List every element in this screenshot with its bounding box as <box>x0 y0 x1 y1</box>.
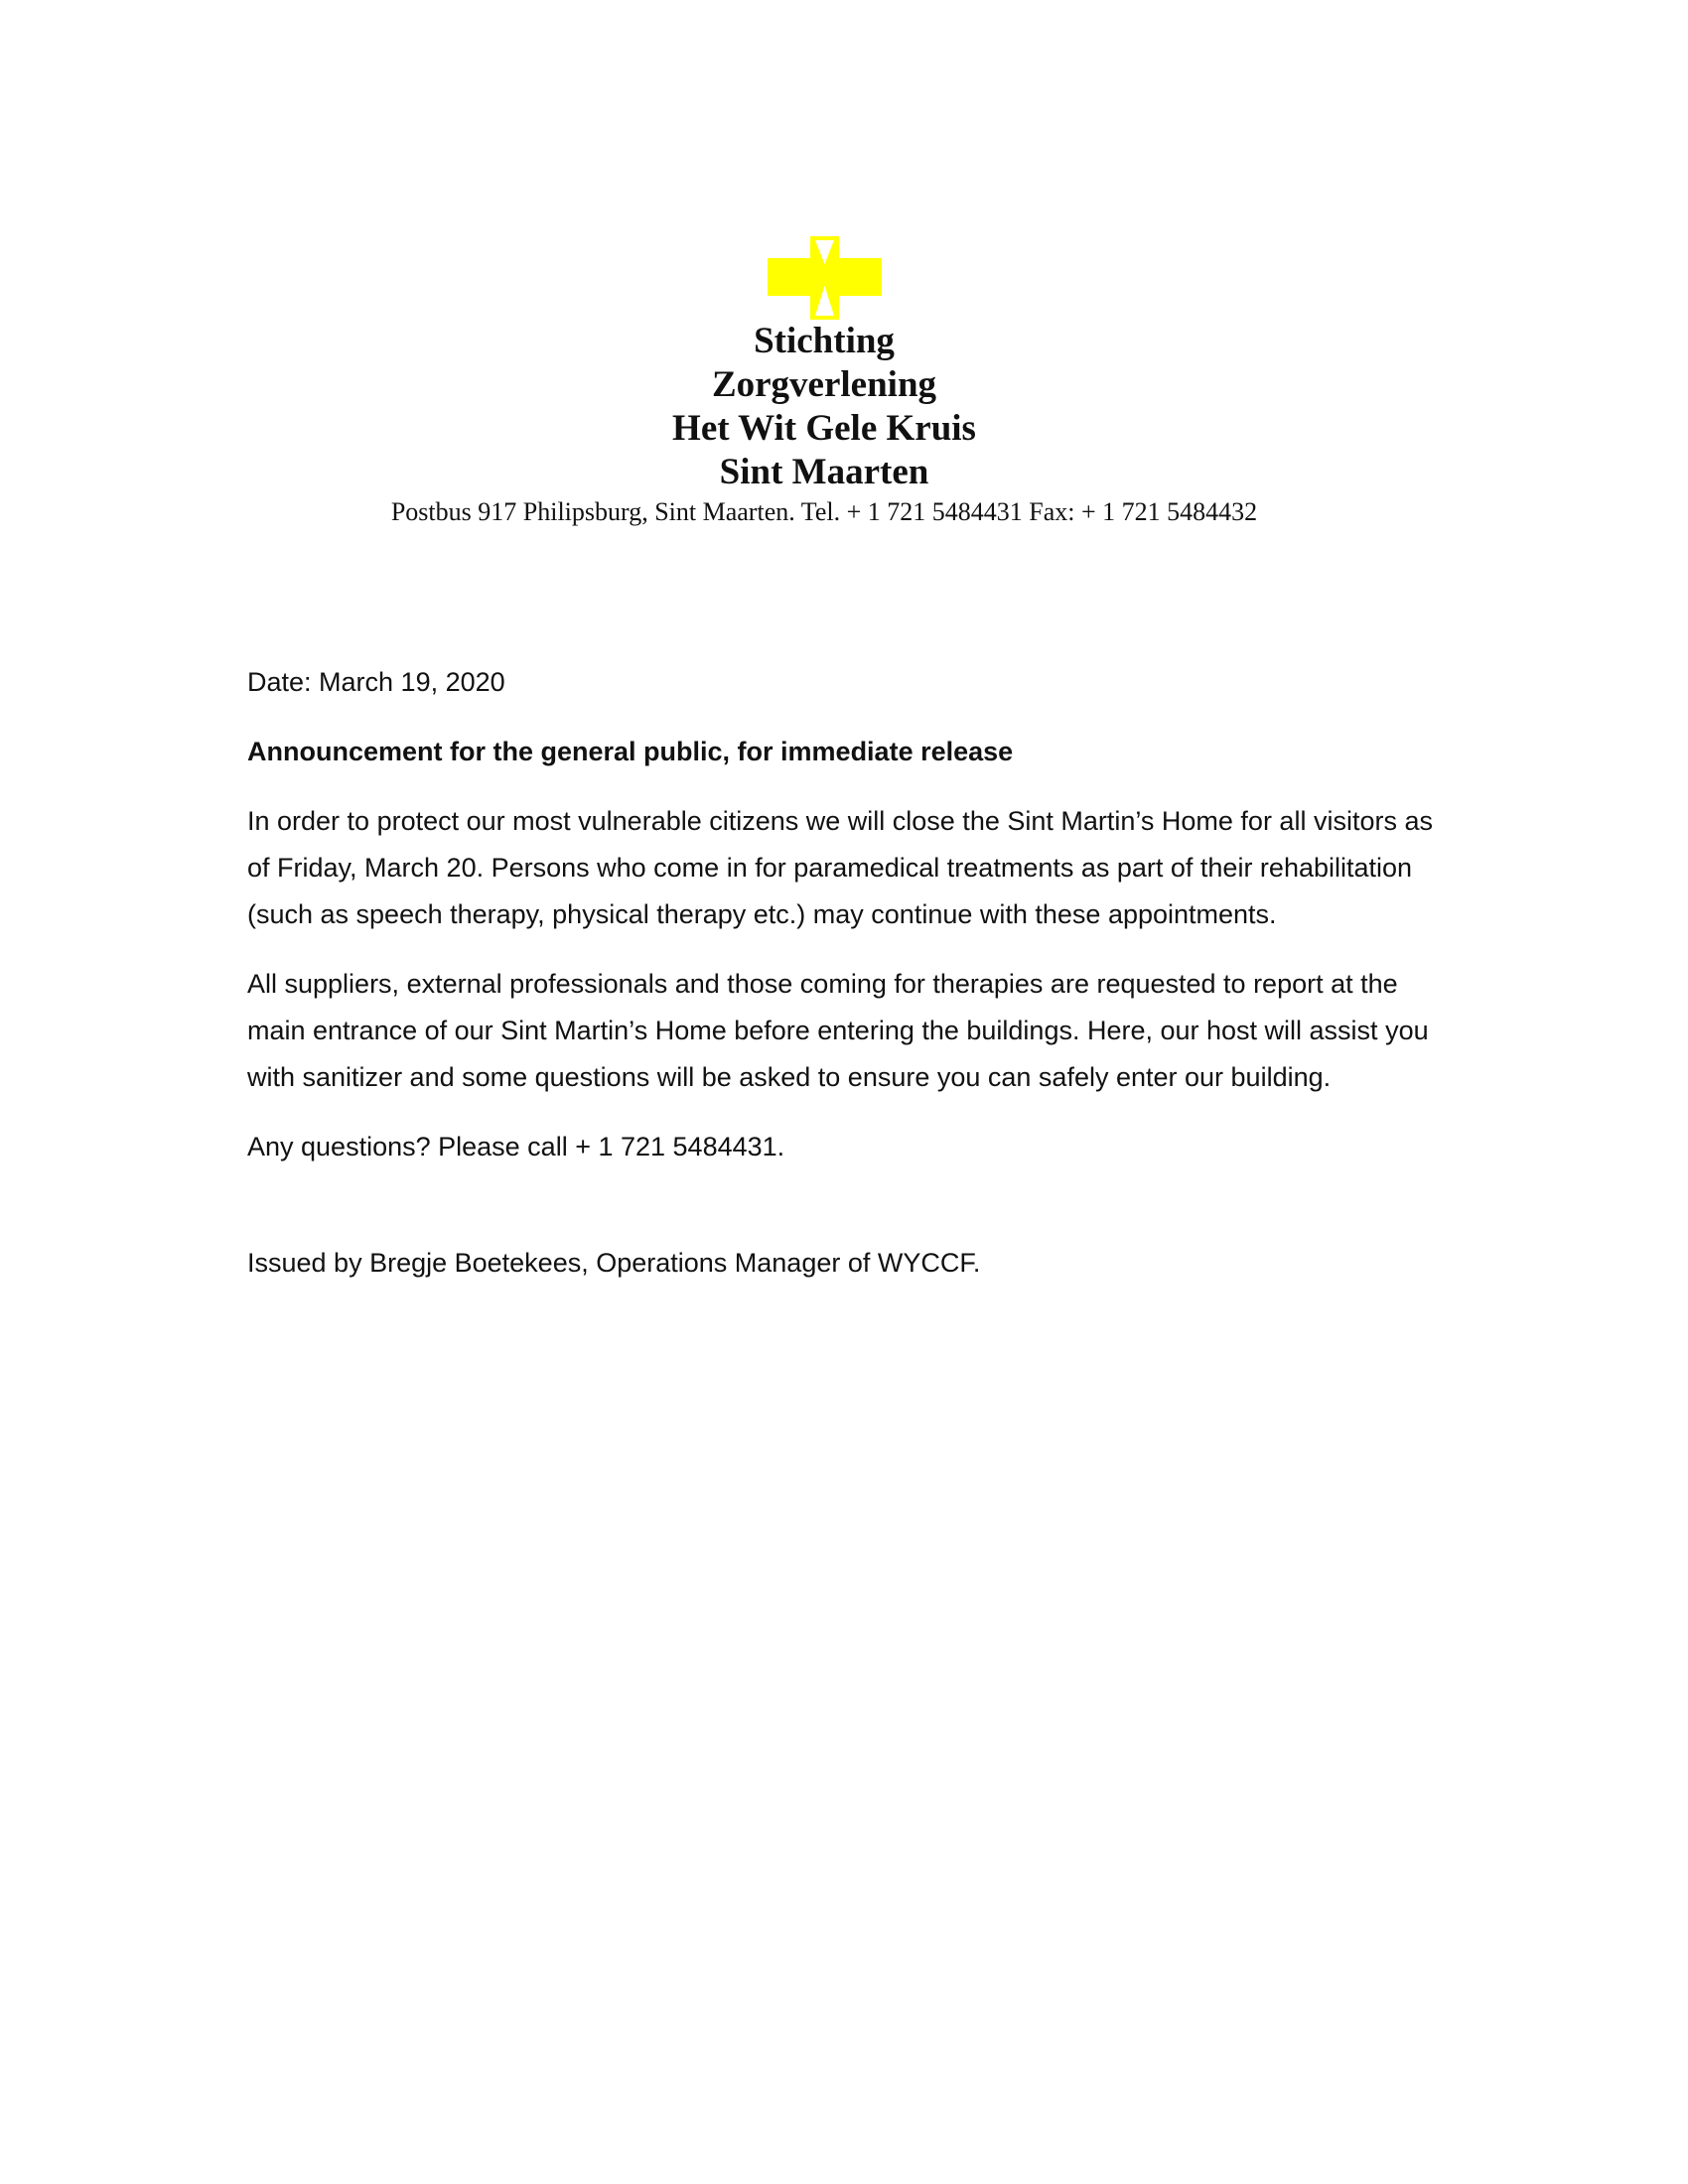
paragraph-closure: In order to protect our most vulnerable citizens we will close the Sint Martin’s Home for all visitors as of Friday, March 20. Persons who come in for paramedical treatments as part of their rehabilitation (such as speech therapy, physical therapy etc.) may continue with these appointments. <box>247 806 1433 929</box>
org-name-line-3: Het Wit Gele Kruis <box>672 408 976 449</box>
org-name-line-2: Zorgverlening <box>711 364 937 405</box>
letter-date: Date: March 19, 2020 <box>247 667 505 697</box>
cross-logo-icon <box>768 236 882 320</box>
announcement-heading: Announcement for the general public, for immediate release <box>247 737 1014 766</box>
issued-by: Issued by Bregje Boetekees, Operations Manager of WYCCF. <box>247 1248 981 1278</box>
letterhead <box>0 236 1648 528</box>
letter-body <box>247 659 1459 1309</box>
paragraph-questions: Any questions? Please call + 1 721 5484431. <box>247 1132 785 1161</box>
org-name-line-1: Stichting <box>754 321 895 361</box>
contact-details: Postbus 917 Philipsburg, Sint Maarten. Tel. + 1 721 5484431 Fax: + 1 721 5484432 <box>390 497 1258 526</box>
paragraph-suppliers: All suppliers, external professionals and those coming for therapies are requested to report at the main entrance of our Sint Martin’s Home before entering the buildings. Here, our host will assist you with sanitizer and some questions will be asked to ensure you can safely enter our building. <box>247 969 1429 1092</box>
org-name-line-4: Sint Maarten <box>719 452 929 492</box>
organization-name <box>0 320 1648 494</box>
